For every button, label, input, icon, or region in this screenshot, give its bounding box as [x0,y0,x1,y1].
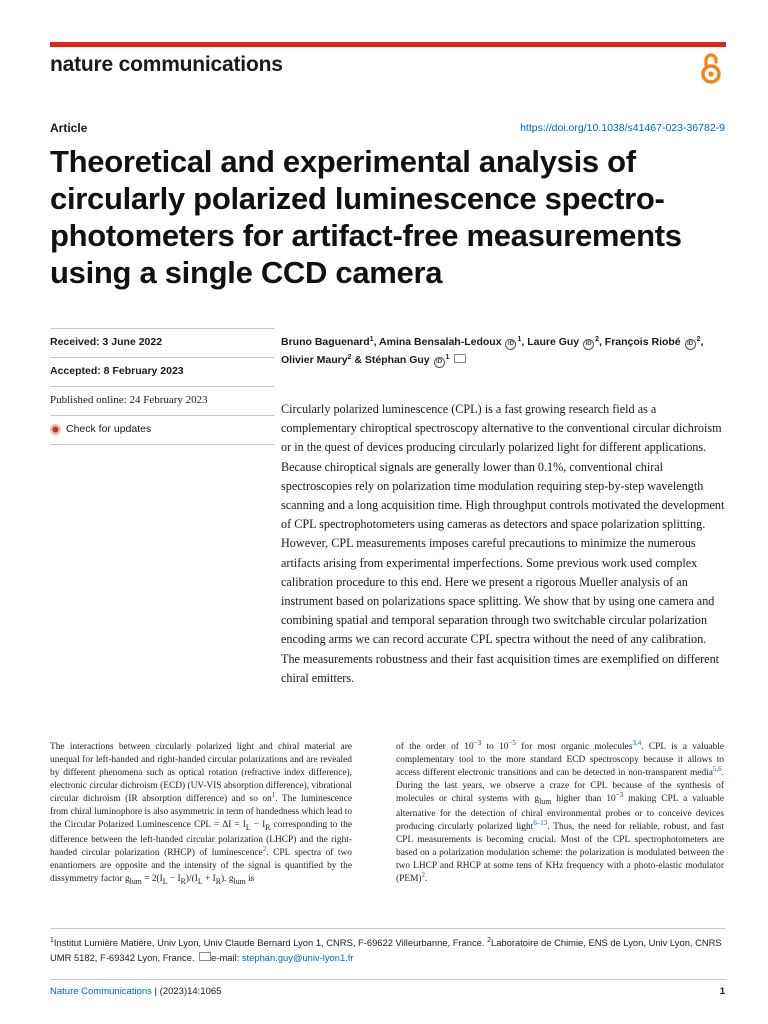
author-separator: , [700,336,704,348]
citation-link[interactable]: 6–13 [533,818,548,827]
footer-volume: (2023)14:1065 [159,986,222,997]
email-envelope-icon [199,952,211,961]
received-date: Received: 3 June 2022 [50,328,274,357]
email-label: e-mail: [211,952,242,963]
footer-journal-link[interactable]: Nature Communications [50,986,152,997]
subscript: R [215,876,222,886]
orcid-icon[interactable]: iD [434,357,445,368]
affiliation-ref: 2 [696,336,701,343]
body-text: − I [167,873,181,884]
check-updates-label: Check for updates [66,423,152,435]
superscript: −3 [473,739,482,747]
check-updates-icon [50,424,61,435]
footer-citation [50,986,221,997]
article-type-label: Article [50,121,88,135]
page-number: 1 [719,986,725,997]
affiliation-ref: 1 [369,336,374,343]
orcid-icon[interactable]: iD [505,339,516,350]
published-date: Published online: 24 February 2023 [50,386,274,415]
author-name: Olivier Maury [281,354,348,366]
body-text: . Thus, the need for reliable, robust, and fast CPL measurements is becoming crucial. Most of the CPL spectrophotometers are based on a polarization modulation scheme: the polarization is modulated between the two LHCP and RHCP at some tens of KHz frequency with a photo-elastic modulator (PEM) [396,821,725,884]
affiliation-number: 1 [50,937,54,944]
article-title: Theoretical and experimental analysis of circularly polarized luminescence spectro-photometers for artifact-free measurements using a single CCD camera [50,144,682,290]
body-text: to 10 [481,742,509,752]
doi-link[interactable]: https://doi.org/10.1038/s41467-023-36782-9 [520,122,725,134]
subscript: L [197,876,203,886]
body-text: . [425,873,428,884]
email-envelope-icon[interactable] [454,354,466,363]
body-text: . CPL is a valuable complementary tool to the more standard ECD spectroscopy because it allows to access different electronic transitions and can be detected in non-transparent media [396,742,724,778]
journal-name: nature communications [50,53,283,76]
subscript: L [245,822,251,832]
abstract: Circularly polarized luminescence (CPL) is a fast growing research field as a complementary chiroptical spectroscopy alternative to the conventional circular dichroism or in the quest of devices producing circularly polarized light for different applications. Because chiroptical signals are generally lower than 0.1%, conventional chiral spectroscopies rely on polarization time modulation requiring step-by-step wavelength scanning and a long acquisition time. High throughput controls motivated the development of CPL spectrophotometers using cameras as detectors and space polarization splitting. However, CPL measurements imposes careful precautions to minimize the numerous artifacts arising from experimental imperfections. Some previous work used complex calibration procedure to this end. Here we present a rigorous Mueller analysis of an instrument based on polarizations space splitting. We show that by using one camera and combining spatial and temporal separation through two switchable circular polarization encoding arms we can record accurate CPL spectra without the need of any calibration. The measurements robustness and their fast acquisition times are exemplified on different chiral emitters. [281,402,725,685]
author-name: , Laure Guy [521,336,580,348]
citation-link[interactable]: 2 [421,870,426,879]
body-column-right [396,741,724,886]
footer-divider [50,979,726,980]
body-text: for most organic molecules [515,742,633,752]
email-link[interactable]: stephan.guy@univ-lyon1.fr [241,952,354,963]
body-text: . The luminescence from chiral luminophore is also asymmetric in term of handedness which lead to the Circular Polarized Luminescence CPL = ΔI = I [50,794,353,830]
open-access-lock-icon[interactable] [699,52,723,86]
check-updates-row [50,415,274,445]
author-name: , François Riobé [598,336,681,348]
subscript: L [162,876,168,886]
author-name: Bruno Baguenard [281,336,370,348]
citation-link[interactable]: 3,4 [632,739,642,747]
body-column-left [50,741,352,888]
subscript: lum [129,876,142,886]
subscript: R [265,822,271,832]
citation-link[interactable]: 1 [271,791,276,799]
body-text: corresponding to the difference between the left-handed circular polarization (LHCP) and the right-handed circular polarization (RHCP) of luminescence [50,820,352,858]
body-text: . During the last years, we observe a craze for CPL because of the synthesis of molecules or chiral systems with g [396,768,724,804]
body-text: making CPL a valuable alternative for the detection of chiral environmental probes or to conceive devices producing circularly polarized light [396,794,724,832]
affiliation-ref: 1 [517,336,522,343]
affiliation-number: 2 [487,937,492,944]
affiliation-text: Laboratoire de Chimie, ENS de Lyon, Univ Lyon, CNRS UMR 5182, F-69342 Lyon, France. [50,937,722,963]
subscript: R [180,876,186,886]
accepted-date: Accepted: 8 February 2023 [50,357,274,386]
affiliation-divider [50,928,726,929]
superscript: −3 [615,791,624,799]
check-for-updates-button[interactable] [50,416,274,443]
subscript: lum [233,876,246,886]
citation-link[interactable]: 5,6 [712,765,722,773]
body-text: + I [202,873,216,884]
affiliation-ref: 2 [347,354,352,361]
article-meta-panel [50,328,274,445]
author-list [281,333,731,369]
author-name: & Stéphan Guy [351,354,430,366]
affiliation-ref: 1 [445,354,450,361]
body-text: = 2(I [141,873,163,884]
body-text: . CPL spectra of two enantiomers are opposite and the intensity of the signal is quantified by the dissymmetry factor g [50,847,352,884]
body-text: of the order of 10 [396,742,474,752]
orcid-icon[interactable]: iD [685,339,696,350]
body-text: The interactions between circularly polarized light and chiral material are unequal for left-handed and right-handed circular polarizations and are revealed by different phenomena such as optical rotation (refractive index difference), electronic circular dichroism (ECD) (UV-VIS absorption difference), vibrational circular dichroism (IR absorption difference) and so on [50,742,352,804]
body-text: is [245,873,255,884]
affiliations [50,935,732,965]
body-text: − I [250,820,266,830]
orcid-icon[interactable]: iD [583,339,594,350]
author-name: , Amina Bensalah-Ledoux [373,336,502,348]
affiliation-ref: 2 [595,336,599,343]
subscript: lum [539,796,552,806]
body-text: higher than 10 [551,794,616,804]
superscript: −5 [508,739,516,747]
footer-separator: | [151,986,160,997]
body-text: )/(I [185,873,198,884]
citation-link[interactable]: 2 [262,844,267,853]
affiliation-text: Institut Lumière Matière, Univ Lyon, Univ Claude Bernard Lyon 1, CNRS, F-69622 Villeurbanne, France. [53,937,488,948]
body-text: ). g [221,873,234,884]
top-accent-bar [50,42,726,47]
